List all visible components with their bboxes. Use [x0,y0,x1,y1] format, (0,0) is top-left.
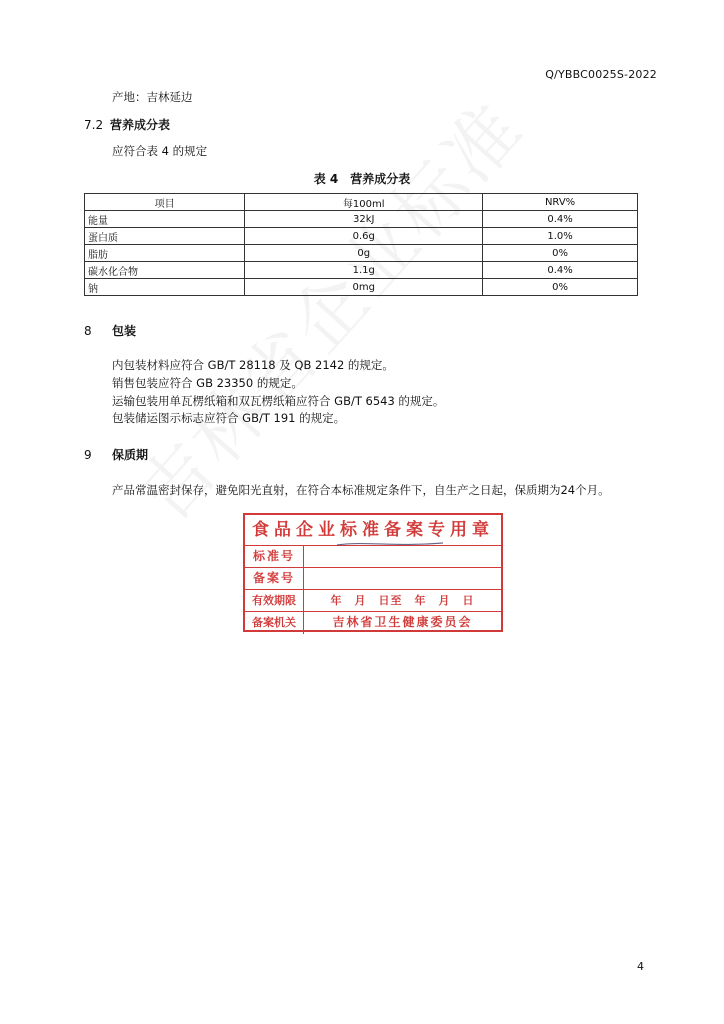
stamp-value [304,546,501,567]
table-cell: 1.0% [483,228,638,245]
stamp-row [245,590,501,612]
section-8-heading [84,322,136,339]
stamp-value: 吉林省卫生健康委员会 [332,615,473,629]
section-title: 包装 [112,324,137,338]
section-number: 9 [84,448,92,462]
table-cell: 0% [483,245,638,262]
table-row [85,279,638,296]
stamp-label: 备案机关 [245,612,304,634]
stamp-value: 年 月 日至 年 月 日 [330,594,475,607]
table-cell: 0.6g [245,228,483,245]
table-cell: 能量 [85,211,245,228]
table-cell: 0.4% [483,262,638,279]
table-row [85,228,638,245]
section-number: 8 [84,324,92,338]
table-row [85,245,638,262]
table-cell: 0g [245,245,483,262]
packaging-line: 内包装材料应符合 GB/T 28118 及 QB 2142 的规定。 [112,358,394,372]
stamp-label: 标准号 [245,546,304,567]
standard-code: Q/YBBC0025S-2022 [545,68,657,81]
table-cell: 0% [483,279,638,296]
stamp-row [245,612,501,634]
stamp-value [304,568,501,589]
stamp-row [245,546,501,568]
table-cell: 钠 [85,279,245,296]
section-7-2-text: 应符合表 4 的规定 [112,144,208,158]
stamp-label: 备案号 [245,568,304,589]
section-number: 7.2 [84,118,104,132]
stamp-title: 食品企业标准备案专用章 [245,515,501,546]
column-header: 每100ml [245,194,483,211]
table-cell: 32kJ [245,211,483,228]
packaging-line: 包装储运图示标志应符合 GB/T 191 的规定。 [112,411,346,425]
table-row [85,211,638,228]
section-7-2-heading [84,116,170,133]
column-header: 项目 [85,194,245,211]
table-header-row [85,194,638,211]
section-title: 保质期 [112,448,149,462]
table-cell: 蛋白质 [85,228,245,245]
section-title: 营养成分表 [110,118,171,132]
table-cell: 0.4% [483,211,638,228]
table-cell: 1.1g [245,262,483,279]
table-caption: 表 4 营养成分表 [313,172,411,186]
stamp-row [245,568,501,590]
column-header: NRV% [483,194,638,211]
stamp-label: 有效期限 [245,590,304,611]
section-9-heading [84,446,148,463]
table-row [85,262,638,279]
origin-line: 产地：吉林延边 [112,90,193,104]
table-cell: 碳水化合物 [85,262,245,279]
shelf-life-text: 产品常温密封保存，避免阳光直射，在符合本标准规定条件下，自生产之日起，保质期为24个月。 [112,483,610,497]
nutrition-table [84,193,638,296]
page-number: 4 [637,960,644,973]
table-cell: 脂肪 [85,245,245,262]
table-cell: 0mg [245,279,483,296]
filing-stamp [243,513,503,632]
signature-mark [335,535,445,549]
packaging-line: 销售包装应符合 GB 23350 的规定。 [112,376,303,390]
packaging-line: 运输包装用单瓦楞纸箱和双瓦楞纸箱应符合 GB/T 6543 的规定。 [112,394,445,408]
